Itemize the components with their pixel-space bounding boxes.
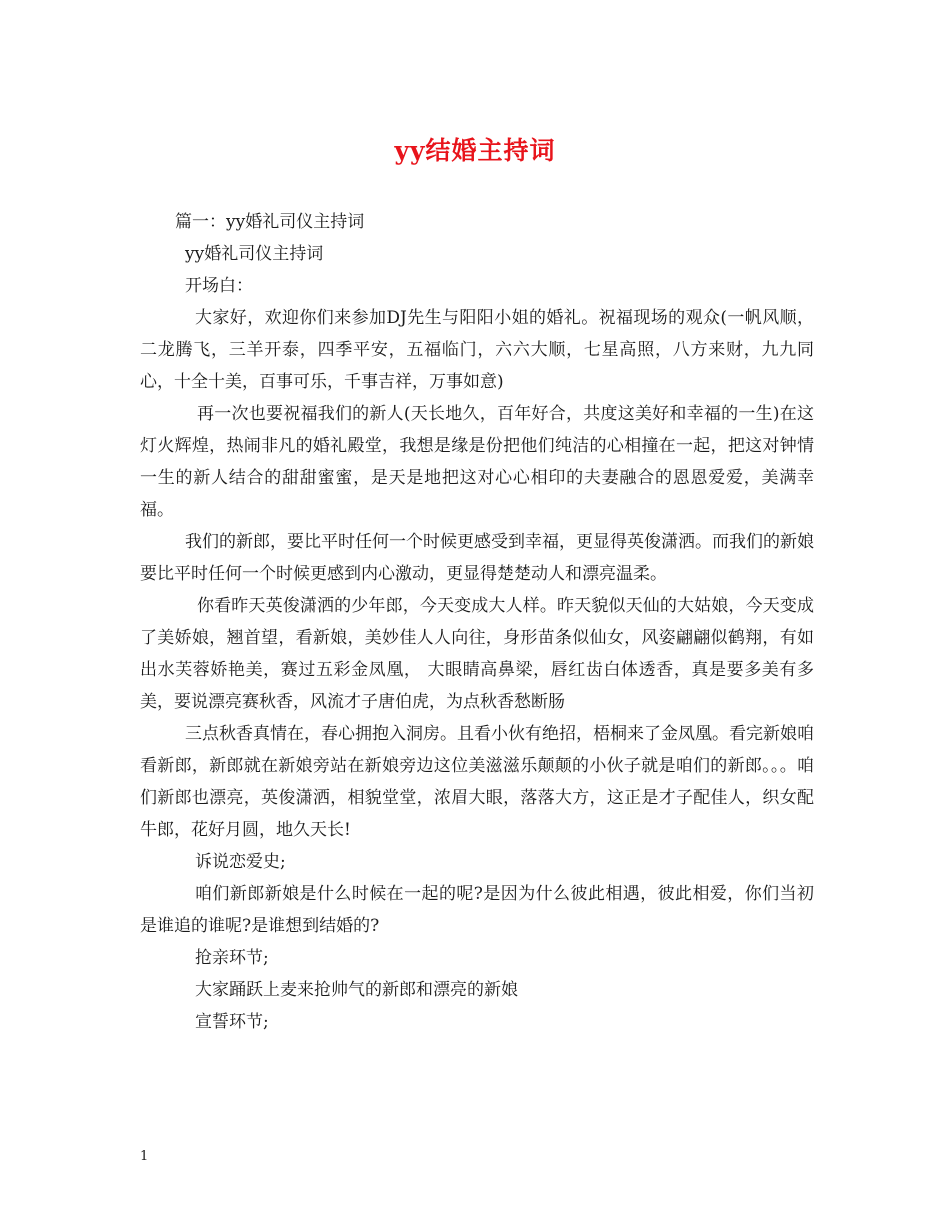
paragraph: 抢亲环节; bbox=[195, 948, 269, 968]
paragraph: 大家好，欢迎你们来参加DJ先生与阳阳小姐的婚礼。祝福现场的观众(一帆风顺，二龙腾飞，三羊开泰，四季平安，五福临门，六六大顺，七星高照，八方来财，九九同心，十全十美，百事可乐，千事吉祥，万事如意) bbox=[140, 308, 814, 392]
paragraph: 三点秋香真情在，春心拥抱入洞房。且看小伙有绝招，梧桐来了金凤凰。看完新娘咱看新郎，新郎就在新娘旁站在新娘旁边这位美滋滋乐颠颠的小伙子就是咱们的新郎。。。咱们新郎也漂亮，英俊潇洒，相貌堂堂，浓眉大眼，落落大方，这正是才子配佳人，织女配牛郎，花好月圆，地久天长! bbox=[140, 724, 814, 840]
paragraph: 大家踊跃上麦来抢帅气的新郎和漂亮的新娘 bbox=[195, 980, 518, 1000]
document-title: yy结婚主持词 bbox=[394, 136, 556, 165]
paragraph: 诉说恋爱史; bbox=[195, 852, 286, 872]
paragraph: 开场白： bbox=[185, 276, 253, 296]
paragraph: 再一次也要祝福我们的新人(天长地久，百年好合，共度这美好和幸福的一生)在这灯火辉煌，热闹非凡的婚礼殿堂，我想是缘是份把他们纯洁的心相撞在一起，把这对钟情一生的新人结合的甜甜蜜蜜，是天是地把这对心心相印的夫妻融合的恩恩爱爱，美满幸福。 bbox=[140, 404, 814, 520]
paragraph: 篇一：yy婚礼司仪主持词 bbox=[175, 212, 365, 232]
page-number: 1 bbox=[140, 1149, 149, 1164]
paragraph: 咱们新郎新娘是什么时候在一起的呢?是因为什么彼此相遇，彼此相爱，你们当初是谁追的谁呢?是谁想到结婚的? bbox=[140, 884, 814, 936]
paragraph: 你看昨天英俊潇洒的少年郎，今天变成大人样。昨天貌似天仙的大姑娘，今天变成了美娇娘，翘首望，看新娘，美妙佳人人向往，身形苗条似仙女，风姿翩翩似鹤翔，有如出水芙蓉娇艳美，赛过五彩金凤凰， 大眼睛高鼻梁，唇红齿白体透香，真是要多美有多美，要说漂亮赛秋香，风流才子唐伯虎，为点秋香愁断肠 bbox=[140, 596, 814, 712]
paragraph: yy婚礼司仪主持词 bbox=[185, 244, 324, 264]
paragraph: 宣誓环节; bbox=[195, 1012, 269, 1032]
paragraph: 我们的新郎，要比平时任何一个时候更感受到幸福，更显得英俊潇洒。而我们的新娘要比平时任何一个时候更感到内心激动，更显得楚楚动人和漂亮温柔。 bbox=[140, 532, 814, 584]
document-body bbox=[140, 206, 814, 1038]
